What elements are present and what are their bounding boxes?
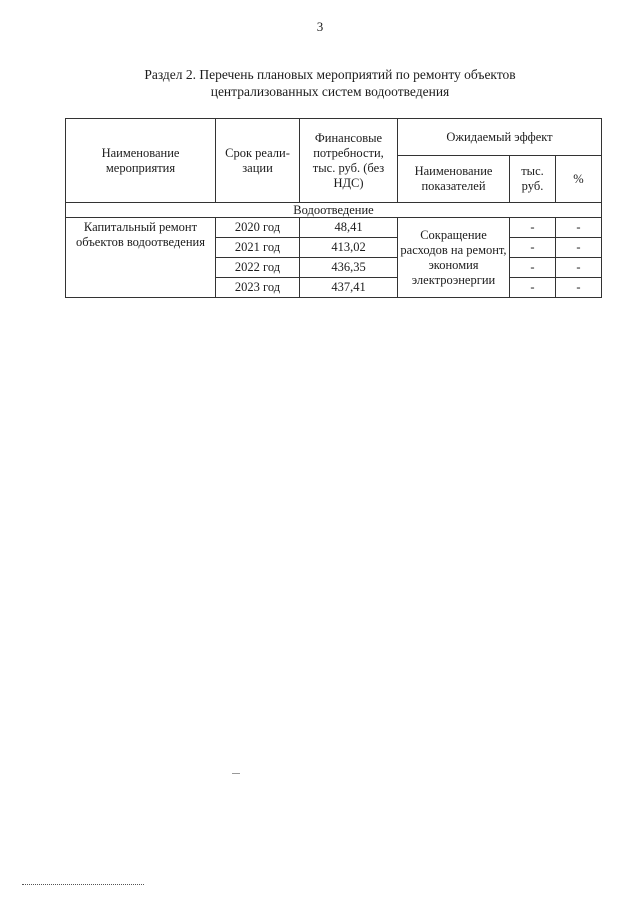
header-indicator: Наименование показателей <box>398 156 510 203</box>
page-number: 3 <box>316 19 324 34</box>
measures-table <box>65 118 602 298</box>
section-title-line-1: Раздел 2. Перечень плановых мероприятий по ремонту объектов <box>144 67 516 82</box>
percent-cell: - <box>556 218 602 238</box>
amount-cell: 436,35 <box>300 258 398 278</box>
footer-rule <box>22 884 144 885</box>
period-cell: 2021 год <box>216 238 300 258</box>
measure-name: Капитальный ремонт объектов водоотведения <box>66 218 216 298</box>
amount-cell: 413,02 <box>300 238 398 258</box>
rub-cell: - <box>510 238 556 258</box>
rub-cell: - <box>510 258 556 278</box>
percent-cell: - <box>556 278 602 298</box>
header-percent: % <box>556 156 602 203</box>
section-label: Водоотведение <box>66 203 602 218</box>
rub-cell: - <box>510 278 556 298</box>
indicator-text: Сокращение расходов на ремонт, экономия электроэнергии <box>398 218 510 298</box>
table-header-row <box>66 119 602 156</box>
header-expected-effect: Ожидаемый эффект <box>398 119 602 156</box>
section-title-line-2: централизованных систем водоотведения <box>210 84 450 99</box>
amount-cell: 437,41 <box>300 278 398 298</box>
percent-cell: - <box>556 258 602 278</box>
header-thousand-rub: тыс. руб. <box>510 156 556 203</box>
period-cell: 2022 год <box>216 258 300 278</box>
table-row <box>66 218 602 238</box>
section-title <box>60 66 600 100</box>
rub-cell: - <box>510 218 556 238</box>
period-cell: 2023 год <box>216 278 300 298</box>
header-measure: Наименование мероприятия <box>66 119 216 203</box>
header-period: Срок реали-зации <box>216 119 300 203</box>
header-finance: Финансовые потребности, тыс. руб. (без НДС) <box>300 119 398 203</box>
table-section-row <box>66 203 602 218</box>
amount-cell: 48,41 <box>300 218 398 238</box>
scan-mark <box>232 773 240 774</box>
percent-cell: - <box>556 238 602 258</box>
period-cell: 2020 год <box>216 218 300 238</box>
